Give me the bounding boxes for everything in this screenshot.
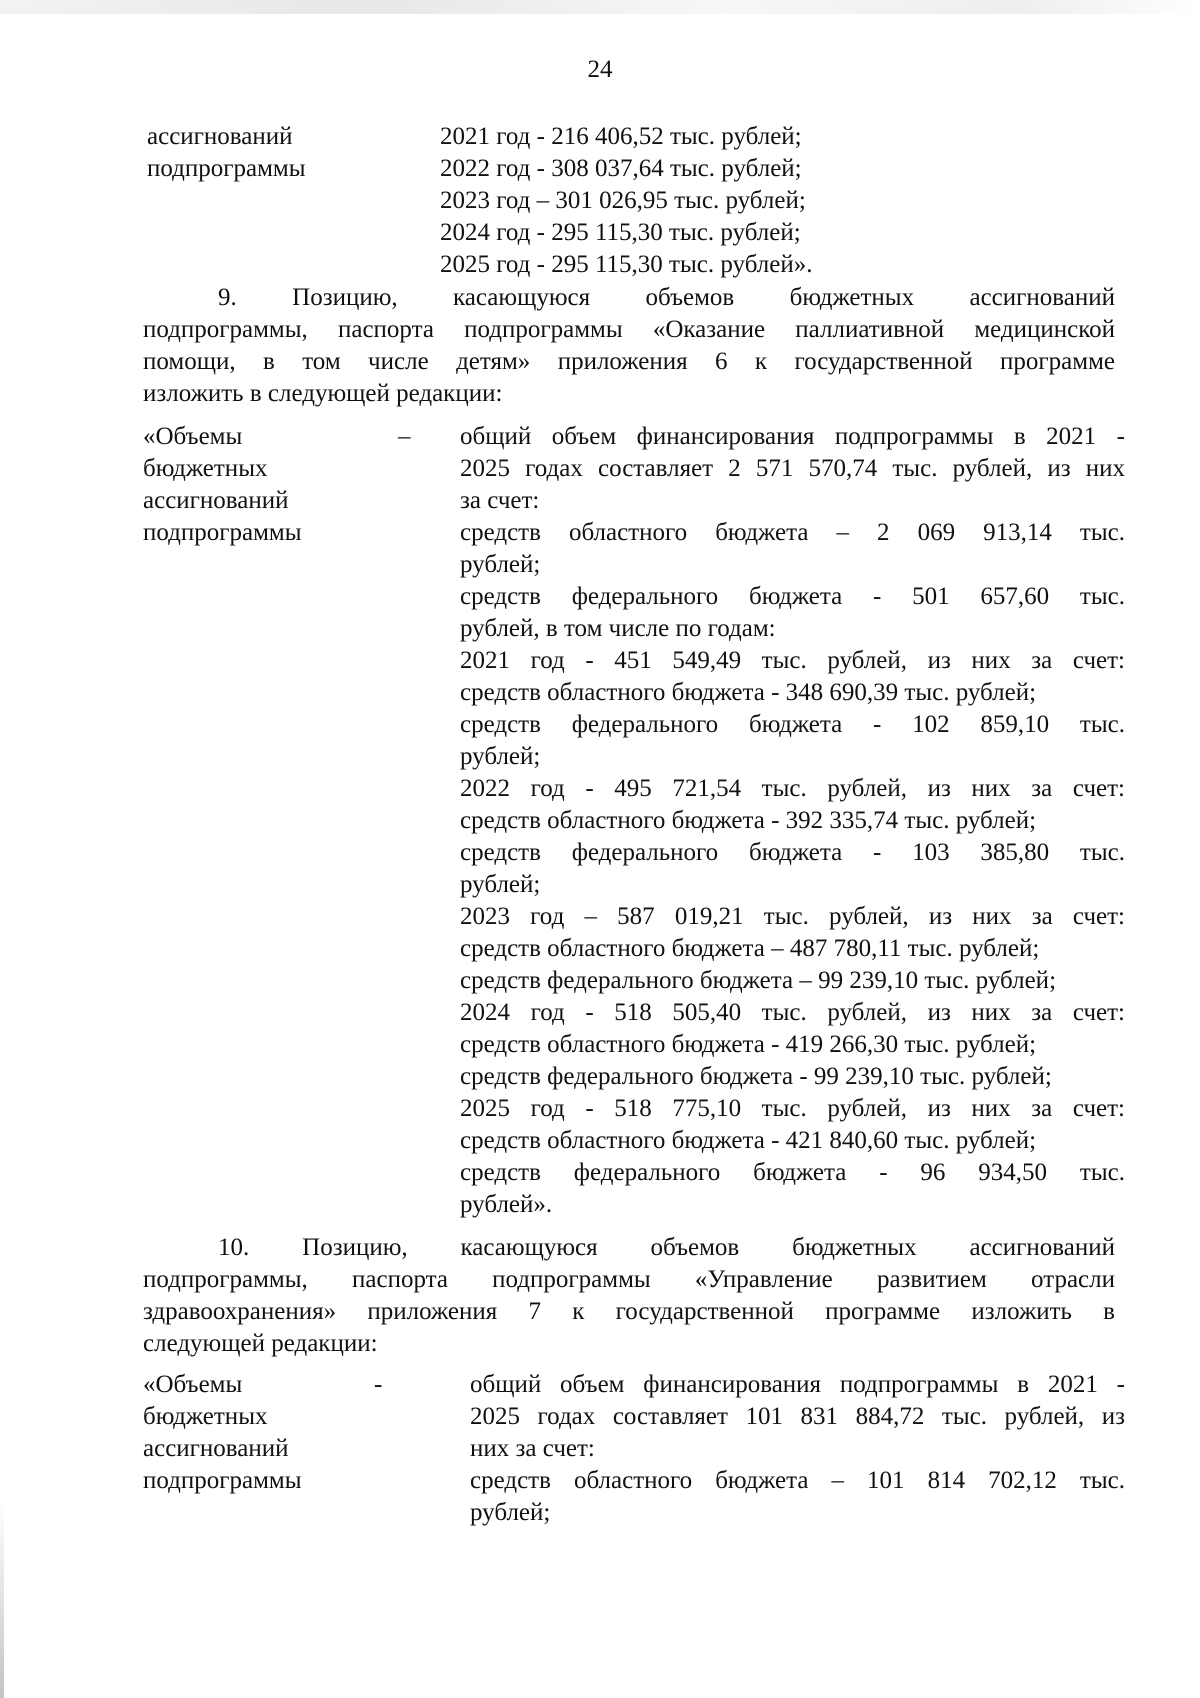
value-line: средств федерального бюджета - 99 239,10 тыс. рублей; (460, 1063, 1052, 1090)
value-line: за счет: (460, 487, 540, 514)
value-line: рублей». (460, 1191, 553, 1218)
value-line: 2025 год - 295 115,30 тыс. рублей». (440, 251, 813, 278)
label-line: ассигнований (143, 487, 289, 514)
value-line: средств федерального бюджета – 99 239,10 тыс. рублей; (460, 967, 1057, 994)
value-line: них за счет: (470, 1435, 595, 1462)
value-line: 2023 год – 301 026,95 тыс. рублей; (440, 187, 806, 214)
value-line: 2025 годах составляет 2 571 570,74 тыс. рублей, из них (460, 455, 1125, 482)
value-line: средств федерального бюджета - 102 859,10 тыс. (460, 711, 1125, 738)
paragraph-line: следующей редакции: (143, 1330, 378, 1357)
scan-edge-left (0, 1500, 4, 1698)
value-line: средств областного бюджета - 419 266,30 тыс. рублей; (460, 1031, 1037, 1058)
label-line: подпрограммы (143, 519, 302, 546)
paragraph-line: изложить в следующей редакции: (143, 380, 503, 407)
value-line: средств областного бюджета – 487 780,11 тыс. рублей; (460, 935, 1040, 962)
value-line: 2021 год - 451 549,49 тыс. рублей, из них за счет: (460, 647, 1125, 674)
value-line: средств областного бюджета - 392 335,74 тыс. рублей; (460, 807, 1037, 834)
value-line: рублей, в том числе по годам: (460, 615, 776, 642)
paragraph-line: помощи, в том числе детям» приложения 6 к государственной программе (143, 348, 1115, 375)
value-line: общий объем финансирования подпрограммы в 2021 - (460, 423, 1125, 450)
label-line: подпрограммы (143, 1467, 302, 1494)
label-dash: - (374, 1371, 383, 1398)
value-line: рублей; (460, 871, 541, 898)
label-line: бюджетных (143, 1403, 268, 1430)
value-line: 2024 год - 518 505,40 тыс. рублей, из них за счет: (460, 999, 1125, 1026)
value-line: рублей; (460, 743, 541, 770)
value-line: рублей; (470, 1499, 551, 1526)
scan-edge-top (0, 0, 1200, 14)
page-number: 24 (587, 56, 613, 83)
value-line: 2022 год - 308 037,64 тыс. рублей; (440, 155, 802, 182)
value-line: 2025 годах составляет 101 831 884,72 тыс. рублей, из (470, 1403, 1125, 1430)
value-line: средств федерального бюджета - 501 657,60 тыс. (460, 583, 1125, 610)
value-line: средств областного бюджета – 101 814 702,12 тыс. (470, 1467, 1125, 1494)
value-line: общий объем финансирования подпрограммы в 2021 - (470, 1371, 1125, 1398)
label-line: «Объемы (143, 1371, 243, 1398)
value-line: 2023 год – 587 019,21 тыс. рублей, из них за счет: (460, 903, 1125, 930)
value-line: рублей; (460, 551, 541, 578)
paragraph-line: подпрограммы, паспорта подпрограммы «Управление развитием отрасли (143, 1266, 1115, 1293)
paragraph-line: 10. Позицию, касающуюся объемов бюджетных ассигнований (218, 1234, 1115, 1261)
value-line: средств областного бюджета - 348 690,39 тыс. рублей; (460, 679, 1037, 706)
value-line: средств федерального бюджета - 96 934,50 тыс. (460, 1159, 1125, 1186)
paragraph-line: 9. Позицию, касающуюся объемов бюджетных ассигнований (218, 284, 1115, 311)
value-line: 2025 год - 518 775,10 тыс. рублей, из них за счет: (460, 1095, 1125, 1122)
value-line: 2024 год - 295 115,30 тыс. рублей; (440, 219, 801, 246)
label-line: подпрограммы (147, 155, 306, 182)
label-line: бюджетных (143, 455, 268, 482)
label-dash: – (398, 423, 411, 450)
value-line: 2021 год - 216 406,52 тыс. рублей; (440, 123, 802, 150)
value-line: средств областного бюджета – 2 069 913,14 тыс. (460, 519, 1125, 546)
value-line: 2022 год - 495 721,54 тыс. рублей, из них за счет: (460, 775, 1125, 802)
value-line: средств областного бюджета - 421 840,60 тыс. рублей; (460, 1127, 1037, 1154)
label-line: «Объемы (143, 423, 243, 450)
paragraph-line: подпрограммы, паспорта подпрограммы «Оказание паллиативной медицинской (143, 316, 1115, 343)
label-line: ассигнований (143, 1435, 289, 1462)
paragraph-line: здравоохранения» приложения 7 к государственной программе изложить в (143, 1298, 1115, 1325)
value-line: средств федерального бюджета - 103 385,80 тыс. (460, 839, 1125, 866)
label-line: ассигнований (147, 123, 293, 150)
